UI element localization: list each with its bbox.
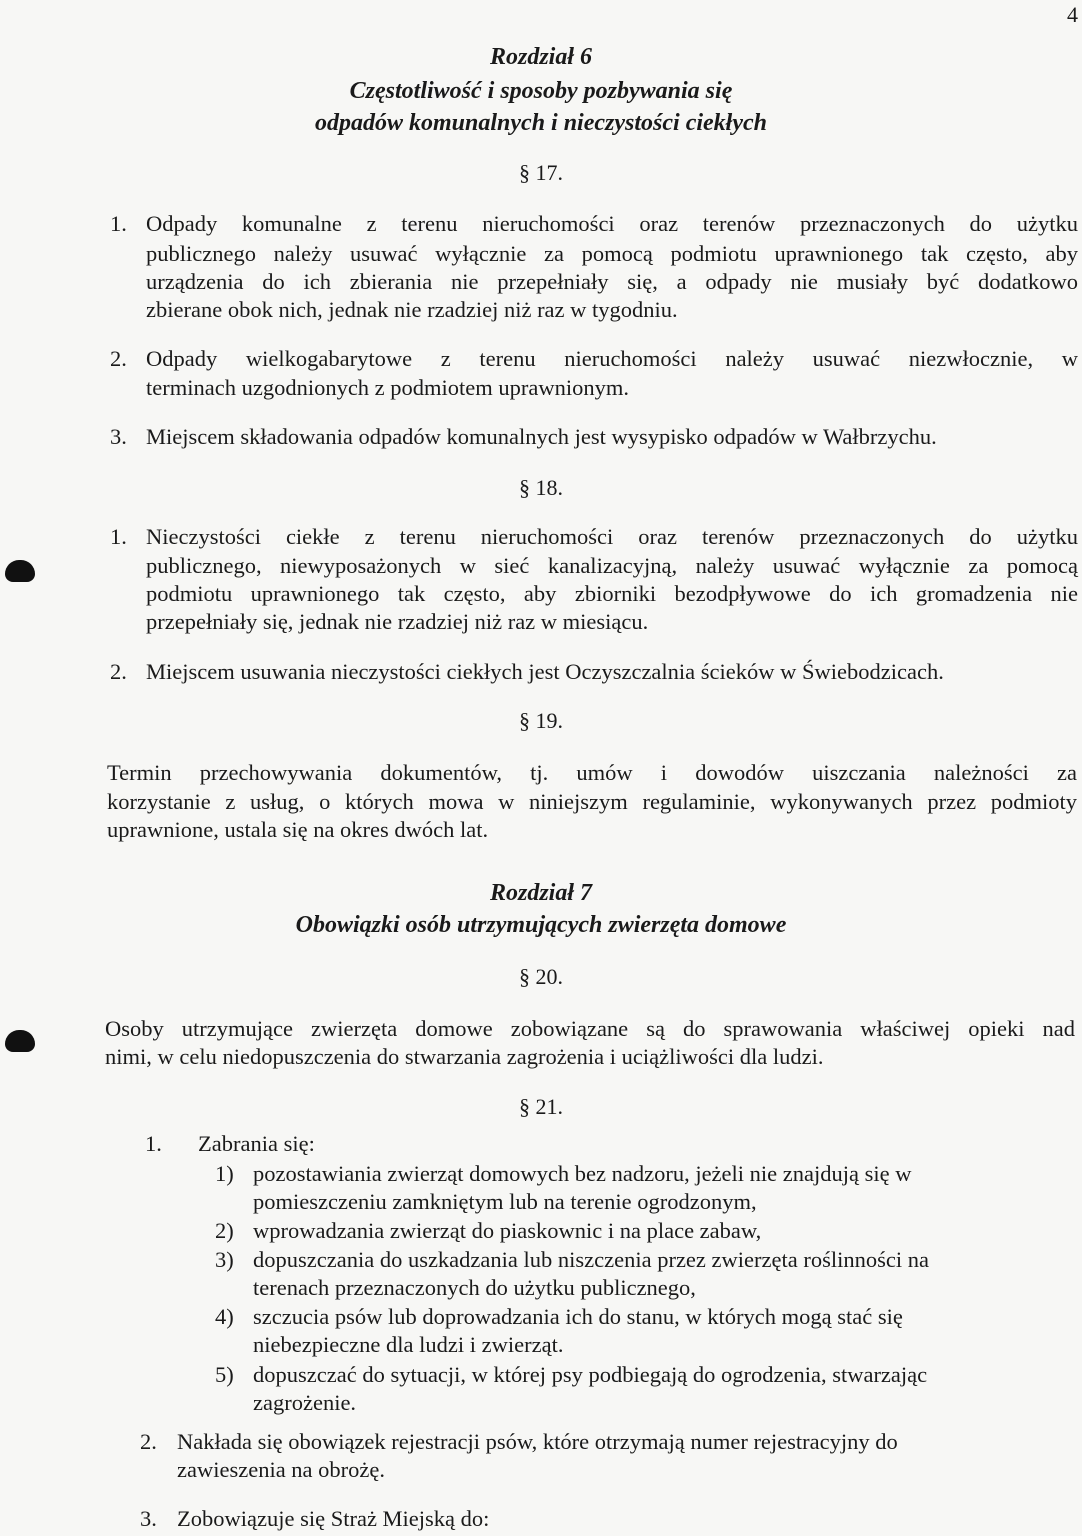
text-line: nimi, w celu niedopuszczenia do stwarzania zagrożenia i uciążliwości dla ludzi. <box>105 1044 824 1069</box>
text-line: Miejscem składowania odpadów komunalnych jest wysypisko odpadów w Wałbrzychu. <box>146 424 937 449</box>
text-line: urządzenia do ich zbierania nie przepełniały się, a odpady nie musiały być dodatkowo <box>146 269 1078 294</box>
text-line: uprawnione, ustala się na okres dwóch lat. <box>107 817 489 842</box>
text-line: Termin przechowywania dokumentów, tj. umów i dowodów uiszczania należności za <box>107 760 1077 785</box>
chapter-6-heading: Rozdział 6 <box>489 44 593 70</box>
text-line: korzystanie z usług, o których mowa w niniejszym regulaminie, wykonywanych przez podmioty <box>107 789 1077 814</box>
sub-item-number: 1) <box>215 1161 234 1186</box>
chapter-6-title-line1: Częstotliwość i sposoby pozbywania się <box>349 78 733 104</box>
item-number: 3. <box>110 424 127 449</box>
chapter-6-title-line2: odpadów komunalnych i nieczystości ciekłych <box>315 110 767 136</box>
paragraph-mark-20: § 20. <box>519 964 563 989</box>
item-number: 1. <box>110 211 127 236</box>
item-number: 3. <box>140 1506 157 1531</box>
chapter-7-title: Obowiązki osób utrzymujących zwierzęta domowe <box>295 912 787 938</box>
text-line: Zabrania się: <box>198 1131 315 1156</box>
text-line: dopuszczać do sytuacji, w której psy podbiegają do ogrodzenia, stwarzając <box>253 1362 928 1387</box>
text-line: zawieszenia na obrożę. <box>177 1457 386 1482</box>
sub-item-number: 3) <box>215 1247 234 1272</box>
text-line: zagrożenie. <box>253 1390 357 1415</box>
text-line: terminach uzgodnionych z podmiotem uprawnionym. <box>146 375 630 400</box>
item-number: 1. <box>145 1131 162 1156</box>
text-line: publicznego, niewyposażonych w sieć kanalizacyjną, należy usuwać wyłącznie za pomocą <box>146 553 1078 578</box>
text-line: Odpady wielkogabarytowe z terenu nieruchomości należy usuwać niezwłocznie, w <box>146 346 1078 371</box>
sub-item-number: 2) <box>215 1218 234 1243</box>
sub-item-number: 4) <box>215 1304 234 1329</box>
text-line: publicznego należy usuwać wyłącznie za pomocą podmiotu uprawnionego tak często, aby <box>146 241 1078 266</box>
item-number: 2. <box>140 1429 157 1454</box>
text-line: szczucia psów lub doprowadzania ich do stanu, w których mogą stać się <box>253 1304 903 1329</box>
chapter-7-heading: Rozdział 7 <box>489 880 593 906</box>
text-line: przepełniały się, jednak nie rzadziej niż raz w miesiącu. <box>146 609 649 634</box>
text-line: Odpady komunalne z terenu nieruchomości oraz terenów przeznaczonych do użytku <box>146 211 1078 236</box>
text-line: podmiotu uprawnionego tak często, aby zbiorniki bezodpływowe do ich gromadzenia nie <box>146 581 1078 606</box>
item-number: 2. <box>110 659 127 684</box>
text-line: zbierane obok nich, jednak nie rzadziej niż raz w tygodniu. <box>146 297 678 322</box>
punch-hole <box>5 1030 35 1052</box>
paragraph-mark-17: § 17. <box>519 160 563 185</box>
text-line: Nieczystości ciekłe z terenu nieruchomości oraz terenów przeznaczonych do użytku <box>146 524 1078 549</box>
text-line: pomieszczeniu zamkniętym lub na terenie ogrodzonym, <box>253 1189 757 1214</box>
punch-hole <box>5 560 35 582</box>
text-line: Nakłada się obowiązek rejestracji psów, które otrzymają numer rejestracyjny do <box>177 1429 898 1454</box>
text-line: Miejscem usuwania nieczystości ciekłych jest Oczyszczalnia ścieków w Świebodzicach. <box>146 659 944 684</box>
text-line: terenach przeznaczonych do użytku publicznego, <box>253 1275 696 1300</box>
paragraph-mark-18: § 18. <box>519 475 563 500</box>
item-number: 2. <box>110 346 127 371</box>
text-line: wprowadzania zwierząt do piaskownic i na place zabaw, <box>253 1218 762 1243</box>
paragraph-mark-21: § 21. <box>519 1094 563 1119</box>
sub-item-number: 5) <box>215 1362 234 1387</box>
item-number: 1. <box>110 524 127 549</box>
text-line: Osoby utrzymujące zwierzęta domowe zobowiązane są do sprawowania właściwej opieki nad <box>105 1016 1075 1041</box>
page-number: 4 <box>1067 2 1078 27</box>
text-line: niebezpieczne dla ludzi i zwierząt. <box>253 1332 564 1357</box>
text-line: Zobowiązuje się Straż Miejską do: <box>177 1506 490 1531</box>
text-line: dopuszczania do uszkadzania lub niszczenia przez zwierzęta roślinności na <box>253 1247 929 1272</box>
text-line: pozostawiania zwierząt domowych bez nadzoru, jeżeli nie znajdują się w <box>253 1161 912 1186</box>
paragraph-mark-19: § 19. <box>519 708 563 733</box>
